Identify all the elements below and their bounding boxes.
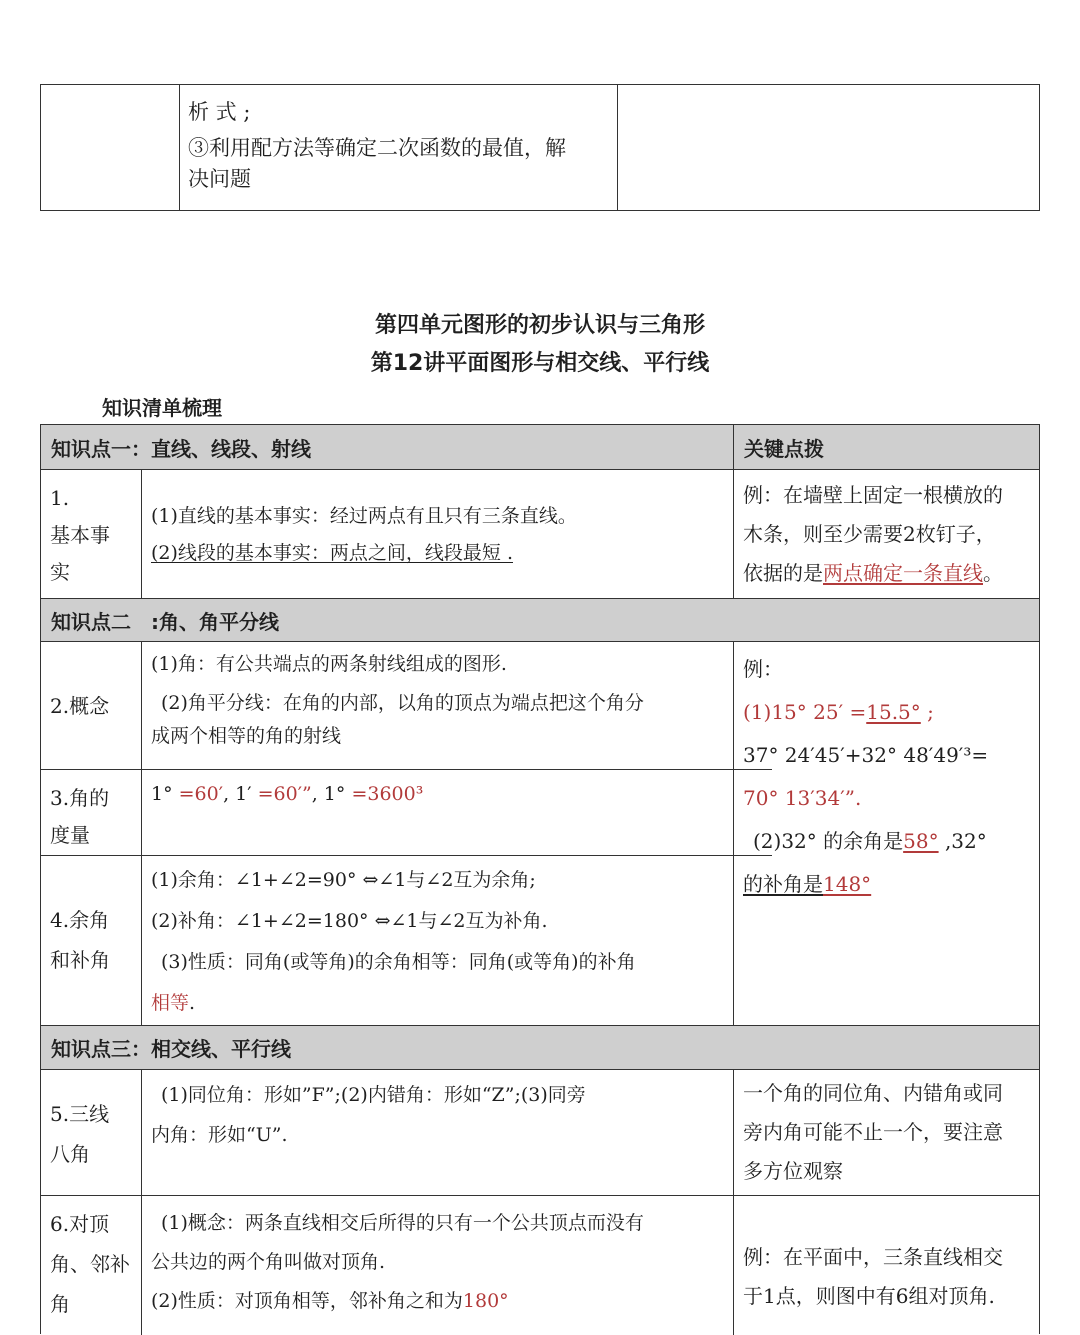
label-line: 和补角 [50, 948, 110, 972]
tip-text: ; [920, 700, 934, 724]
text: , 1° [311, 783, 346, 805]
row-label [41, 1070, 141, 1195]
tip-text: ,32° [938, 829, 987, 853]
lecture-title: 第12讲平面图形与相交线、平行线 [370, 351, 710, 376]
content-line: (2)角平分线：在角的内部，以角的顶点为端点把这个角分 [161, 692, 644, 715]
table-row [41, 770, 772, 856]
content-line [151, 983, 762, 1024]
tip-line: 例： [743, 657, 783, 681]
content-line: 成两个相等的角的射线 [151, 725, 342, 748]
content-line: (2)补角：∠1+∠2=180° ⇔∠1与∠2互为补角. [151, 909, 548, 932]
label-line: 3.角的 [50, 786, 110, 810]
knowledge-table [40, 424, 1040, 1334]
tip-answer: 148° [823, 872, 872, 896]
table-row [41, 642, 772, 770]
row-label [41, 770, 141, 855]
text-line: 析 式 ; [188, 100, 251, 124]
row-content [141, 1196, 733, 1335]
answer: 相等 [151, 991, 190, 1014]
label-line: 角 [50, 1292, 70, 1316]
text: , 1′ [223, 783, 252, 805]
table-header-row [41, 425, 1039, 470]
label-line: 角、邻补 [50, 1252, 130, 1276]
label-line: 4.余角 [50, 908, 110, 932]
label-line: 基本事 [50, 523, 110, 547]
tip-line: 例：在平面中，三条直线相交 [743, 1245, 1003, 1269]
content-line: (1)角：有公共端点的两条射线组成的图形. [151, 653, 507, 675]
tip-answer: 15.5° [866, 700, 921, 724]
label-line: 度量 [50, 823, 90, 847]
text-line: ③利用配方法等确定二次函数的最值，解 [188, 135, 566, 160]
tip-text: (2)32° 的余角是 [753, 829, 904, 853]
unit-title: 第四单元图形的初步认识与三角形 [374, 313, 705, 338]
header-cell: 关键点拨 [733, 425, 1039, 469]
row-label [41, 1196, 141, 1335]
text: . [189, 991, 196, 1014]
table-header-row [41, 599, 1039, 642]
row-content [141, 470, 733, 598]
label-line: 6.对顶 [50, 1212, 110, 1236]
section-title: 知识清单梳理 [102, 396, 222, 420]
table-divider [179, 85, 180, 210]
content-line: 内角：形如“U”. [151, 1123, 288, 1146]
tip-line: 木条，则至少需要2枚钉子， [743, 522, 996, 546]
tip-line: 旁内角可能不止一个，要注意 [743, 1120, 1003, 1144]
tip-text: 。 [983, 561, 1003, 585]
content-line [151, 1282, 723, 1321]
table-row [41, 470, 1039, 599]
tip-line [743, 691, 1029, 734]
label-line: 实 [50, 560, 70, 584]
table-row [41, 856, 772, 1026]
previous-table [40, 84, 1040, 211]
answer: =60′ [178, 783, 224, 805]
key-point [733, 470, 1039, 598]
content-line: (3)性质：同角(或等角)的余角相等：同角(或等角)的补角 [161, 950, 636, 973]
key-point [733, 1070, 1039, 1195]
tip-text: 的补角是 [743, 872, 823, 896]
tip-answer: 58° [903, 829, 939, 853]
row-label [41, 470, 141, 598]
answer: 180° [462, 1289, 509, 1312]
tip-line [743, 820, 1029, 863]
content-line: (1)同位角：形如”F”;(2)内错角：形如“Z”;(3)同旁 [161, 1084, 586, 1106]
content-line: 公共边的两个角叫做对顶角. [151, 1250, 386, 1273]
row-content [141, 856, 772, 1025]
content-line: (1)概念：两条直线相交后所得的只有一个公共顶点而没有 [161, 1212, 644, 1234]
table-row [41, 1070, 1039, 1196]
table-divider [617, 85, 618, 210]
answer: =3600³ [351, 783, 424, 805]
label-line: 八角 [50, 1142, 90, 1166]
row-content [141, 1070, 733, 1195]
header-cell: 知识点三：相交线、平行线 [51, 1037, 291, 1061]
text-line: 决问题 [188, 167, 251, 192]
row-content [141, 770, 772, 855]
tip-line [743, 554, 1029, 593]
text: (2)性质：对顶角相等，邻补角之和为 [151, 1289, 463, 1312]
text: 1° [151, 783, 173, 805]
table-header-row [41, 1026, 1039, 1070]
tip-line [743, 863, 1029, 906]
table-row [41, 1196, 1039, 1335]
previous-table-text [188, 95, 608, 198]
row-label [41, 856, 141, 1025]
tip-line: 37° 24′45′+32° 48′49′³= [743, 743, 989, 767]
content-line [151, 776, 762, 813]
row-label: 2.概念 [50, 694, 110, 718]
tip-line: 一个角的同位角、内错角或同 [743, 1081, 1003, 1105]
answer: =60′” [257, 783, 312, 805]
tip-text: 依据的是 [743, 561, 823, 585]
tip-line: 70° 13′34′”. [743, 786, 862, 810]
content-line: (1)直线的基本事实：经过两点有且只有三条直线。 [151, 505, 577, 527]
key-point [733, 1196, 1039, 1335]
content-line: (1)余角：∠1+∠2=90° ⇔∠1与∠2互为余角; [151, 869, 536, 891]
header-cell: 知识点一：直线、线段、射线 [51, 436, 311, 461]
tip-line: 于1点，则图中有6组对顶角. [743, 1284, 995, 1308]
tip-text: (1)15° 25′ = [743, 700, 867, 724]
key-point [733, 642, 1039, 1026]
content-line: (2)线段的基本事实：两点之间，线段最短 . [151, 542, 513, 565]
tip-answer: 两点确定一条直线 [823, 561, 983, 585]
tip-line: 例：在墙壁上固定一根横放的 [743, 483, 1003, 507]
row-content [141, 642, 772, 769]
label-line: 1. [50, 486, 70, 510]
label-line: 5.三线 [50, 1102, 110, 1126]
header-cell: 知识点二 :角、角平分线 [51, 609, 279, 634]
tip-line: 多方位观察 [743, 1159, 843, 1183]
